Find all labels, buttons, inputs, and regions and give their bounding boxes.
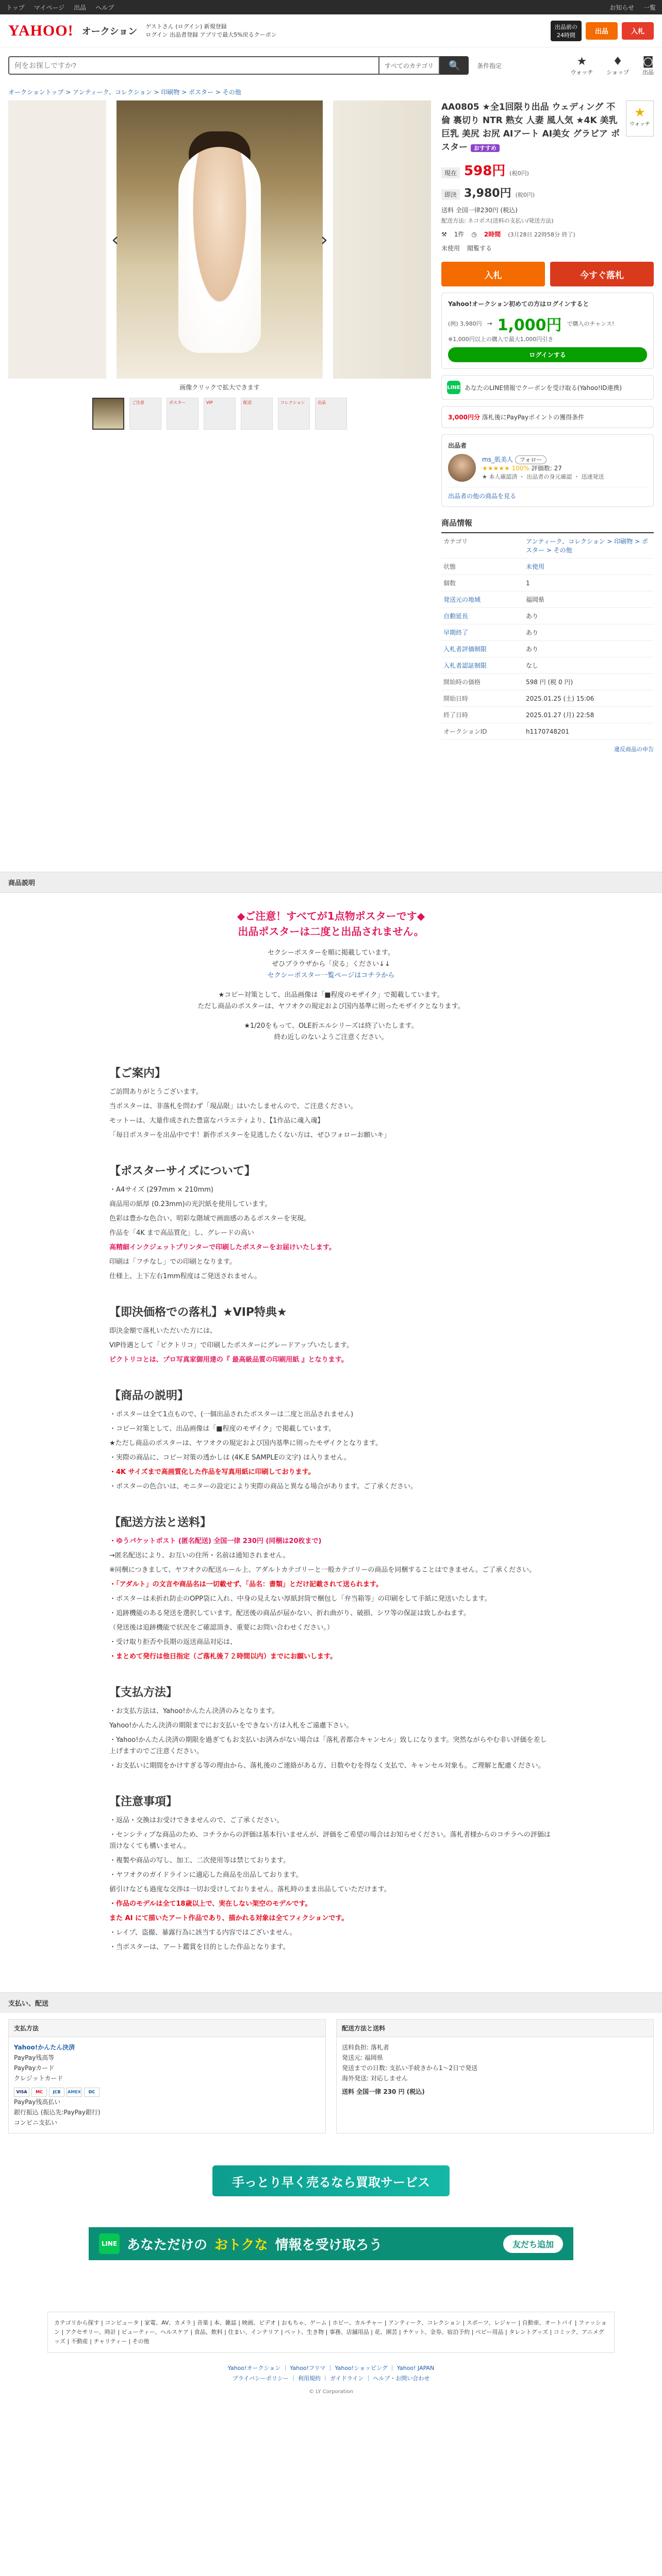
note-heading: 【注意事項】 <box>109 1795 178 1808</box>
chevron-left-icon[interactable]: ‹ <box>111 229 119 250</box>
banner2-post: 情報を受け取ろう <box>275 2237 383 2253</box>
current-price-label: 現在 <box>441 167 460 178</box>
ship-line: ※同梱につきまして、ヤフオクの配送ルール上、アダルトカテゴリーと一般カテゴリーの商品を同梱することはできません。ご了承ください。 <box>109 1566 536 1574</box>
payment-line: 銀行振込 (振込先:PayPay銀行) <box>14 2109 101 2116</box>
vip-line: VIP待遇として「ピクトリコ」で印刷したポスターにグレードアップいたします。 <box>109 1342 353 1349</box>
spec-key: 終了日時 <box>441 707 524 723</box>
line-icon: LINE <box>99 2233 120 2254</box>
bid-button[interactable]: 入札 <box>441 262 545 286</box>
footer-links-1[interactable]: Yahoo!オークション ｜ Yahoo!フリマ ｜ Yahoo!ショッピング ｜ Yahoo! JAPAN <box>227 2365 435 2371</box>
note-line: ・当ポスターは、アート鑑賞を目的とした作品となります。 <box>109 1943 290 1951</box>
header-right <box>551 21 654 41</box>
spec-key: 入札者認証制限 <box>441 657 524 674</box>
seller-more-link <box>448 487 647 500</box>
note-line: ・ヤフオクのガイドラインに適応した商品を出品しております。 <box>109 1871 303 1879</box>
thumbnail[interactable]: ポスター <box>167 398 198 430</box>
spec-row <box>441 723 654 740</box>
spec-value: 福岡県 <box>524 591 654 608</box>
photo-next-panel <box>333 100 431 379</box>
search-category-select[interactable]: すべてのカテゴリ <box>379 56 440 75</box>
spec-key: 状態 <box>441 558 524 575</box>
thumbnail[interactable]: コレクション <box>278 398 310 430</box>
buyback-banner[interactable]: 手っとり早く売るなら買取サービス <box>212 2165 450 2196</box>
ship-line: ・「アダルト」の文言や商品名は一切載せず、「品名：書類」とだけ記載されて送られます。 <box>109 1581 383 1588</box>
spec-table <box>441 533 654 740</box>
watch-button[interactable] <box>626 100 654 137</box>
guide-line: 当ポスターは、非落札を問わず「現品限」はいたしませんので、ご注意ください。 <box>109 1103 357 1110</box>
seller-details <box>482 455 604 481</box>
spec-key: 自動延長 <box>441 608 524 624</box>
spec-row <box>441 533 654 558</box>
topbar-help[interactable]: ヘルプ <box>95 4 114 11</box>
guide-line: モットーは、大量作成された豊富なバラエティより、【1作品に魂入魂】 <box>109 1117 324 1125</box>
nav-shop[interactable] <box>606 55 629 76</box>
jcb-icon: JCB <box>49 2088 64 2097</box>
shipping-line: 海外発送: 対応しません <box>342 2075 408 2082</box>
header-links <box>145 23 276 39</box>
pay-heading: 【支払方法】 <box>109 1686 178 1699</box>
thumbnail-list <box>8 396 431 432</box>
star-icon: ★ <box>634 105 646 120</box>
photo-prev-panel <box>8 100 106 379</box>
desc-alert-1: ◆ご注意！すべてが1点物ポスターです◆ <box>237 910 425 922</box>
spec-value: あり <box>524 624 654 641</box>
payment-line[interactable]: Yahoo!かんたん決済 <box>14 2044 75 2051</box>
search-form <box>8 56 469 75</box>
spec-row <box>441 674 654 690</box>
mastercard-icon: MC <box>31 2088 47 2097</box>
item-line: ★ただし商品のポスターは、ヤフオクの規定および国内基準に則ったモザイクとなります。 <box>109 1439 383 1447</box>
header-ad-line2: 24時間 <box>556 31 575 39</box>
breadcrumb[interactable]: オークショントップ > アンティーク、コレクション > 印刷物 > ポスター > その他 <box>8 89 241 96</box>
shipping-line: 発送元: 福岡県 <box>342 2054 383 2061</box>
seller-name[interactable]: ms_肌美人 <box>482 456 513 463</box>
search-condition-link[interactable]: 条件指定 <box>477 62 502 70</box>
description-header: 商品説明 <box>0 872 662 893</box>
pay-line: ・Yahoo!かんたん決済の期限を過ぎてもお支払いお済みがない場合は「落札者都合キャンセル」致しになります。突然ながらやむ非い評価を差し上げますのでご注意ください。 <box>109 1736 547 1755</box>
item-line: ・4K サイズまで高画質化した作品を写真用紙に印刷しております。 <box>109 1468 315 1476</box>
current-price: 598円 <box>464 163 506 179</box>
item-line: ・コピー対策として、出品画像は「■程度のモザイク」で掲載しています。 <box>109 1425 336 1433</box>
size-line: 作品を「4K まで高品質化」し、グレードの高い <box>109 1229 254 1237</box>
ship-line: （発送後は追跡機能で状況をご確認頂き、重要にお問い合わせください。） <box>109 1624 334 1632</box>
visa-icon: VISA <box>14 2088 29 2097</box>
size-line: 高精細インクジェットプリンターで印刷したポスターをお届けいたします。 <box>109 1244 336 1251</box>
spec-value[interactable]: アンティーク、コレクション > 印刷物 > ポスター > その他 <box>524 533 654 558</box>
spec-row <box>441 641 654 657</box>
card-logos <box>14 2088 320 2097</box>
payment-shipping-grid <box>0 2013 662 2140</box>
spec-value: h1170748201 <box>524 723 654 740</box>
add-friend-button[interactable]: 友だち追加 <box>503 2235 563 2253</box>
shipping-line: 送料負担: 落札者 <box>342 2044 389 2051</box>
bid-count[interactable]: 1件 <box>454 231 465 238</box>
payment-shipping-header: 支払い、配送 <box>0 1992 662 2013</box>
item-heading: 【商品の説明】 <box>109 1389 189 1402</box>
ship-line: ・ゆうパケットポスト (匿名配送) 全国一律 230円 (同梱は20枚まで) <box>109 1537 322 1545</box>
spec-value: 2025.01.27 (月) 22:58 <box>524 707 654 723</box>
header-ad-line1: 出品前の <box>554 23 577 30</box>
hammer-icon: ⚒ <box>441 230 447 238</box>
copyright: © LY Corporation <box>309 2389 353 2395</box>
seller-row <box>448 454 647 482</box>
desc-center-7: 終わ近しのないようご注意ください。 <box>274 1033 388 1041</box>
spec-value: なし <box>524 657 654 674</box>
spec-key: オークションID <box>441 723 524 740</box>
nav-sell[interactable] <box>642 55 654 76</box>
size-line: 印刷は「フチなし」での印刷となります。 <box>109 1258 236 1266</box>
note-line: ・返品・交換はお受けできませんので、ご了承ください。 <box>109 1817 284 1824</box>
size-line: 商品用の紙厚 (0.23mm)の光沢紙を使用しています。 <box>109 1200 272 1208</box>
line-coupon-box[interactable] <box>441 375 654 400</box>
header <box>0 14 662 47</box>
ship-heading: 【配送方法と送料】 <box>109 1516 212 1529</box>
ship-line: ・受け取り拒否や長期の返送商品対応は、 <box>109 1638 237 1646</box>
payment-line: コンビニ支払い <box>14 2119 58 2126</box>
promo-big: 1,000円 <box>497 316 562 334</box>
payment-line: PayPayカード <box>14 2064 55 2072</box>
coupon-box[interactable] <box>441 406 654 428</box>
spec-value: あり <box>524 641 654 657</box>
line-icon: LINE <box>447 381 460 394</box>
search-input[interactable] <box>8 56 379 75</box>
topbar-my[interactable]: マイページ <box>34 4 65 11</box>
spec-row <box>441 558 654 575</box>
spec-key: 早期終了 <box>441 624 524 641</box>
promo-login-button[interactable]: ログインする <box>448 347 647 362</box>
amex-icon: AMEX <box>67 2088 82 2097</box>
time-left: 2時間 <box>484 231 501 238</box>
payment-line: PayPay残高等 <box>14 2054 55 2061</box>
vip-heading: 【即決価格での落札】★VIP特典★ <box>109 1306 287 1319</box>
nav-sell-label: 出品 <box>642 69 654 76</box>
ship-line: ・追跡機能のある発送を選択しています。配送後の商品が届かない、折れ曲がり、破損、シワ等の保証は致しかねます。 <box>109 1609 470 1617</box>
promo-note: ※1,000円以上の購入で最大1,000円引き <box>448 336 554 343</box>
banner2-highlight: おトクな <box>214 2237 268 2253</box>
coupon-suffix: 落札後にPayPayポイントの獲得条件 <box>482 414 585 421</box>
topbar-list[interactable]: 一覧 <box>643 4 656 11</box>
seller-box <box>441 434 654 507</box>
buy-now-button[interactable]: 今すぐ落札 <box>550 262 654 286</box>
shipping-line: 発送までの日数: 支払い手続きから1〜2日で発送 <box>342 2064 478 2072</box>
spec-key: カテゴリ <box>441 533 524 558</box>
size-heading: 【ポスターサイズについて】 <box>109 1165 256 1178</box>
banner2-pre: あなただけの <box>127 2237 208 2253</box>
promo-before: (例) 3,980円 <box>448 320 482 327</box>
spec-row <box>441 575 654 591</box>
share-row <box>441 244 654 252</box>
photo-figure <box>178 147 261 353</box>
desc-alert-2: 出品ポスターは二度と出品されません。 <box>238 925 424 938</box>
main-photo[interactable] <box>117 100 323 379</box>
desc-center-1: セクシーポスターを順に掲載しています。 <box>268 949 394 957</box>
bid-stats-row <box>441 230 654 239</box>
size-line: 仕様上、上下左右1mm程度はご発送されません。 <box>109 1273 261 1280</box>
seller-reviews[interactable]: 評価数: 27 <box>531 465 562 472</box>
spec-key: 発送元の地域 <box>441 591 524 608</box>
note-line: ・センシティブな商品のため、コチラからの評価は基本行いませんが、評価をご希望の場合はお知らせください。落札者様からのコチラへの評価は頂けなくても構いません。 <box>109 1831 551 1850</box>
follow-button[interactable]: フォロー <box>515 455 547 464</box>
ship-line: ・まとめて発行は他日指定（ご落札後７２時間以内）までにお願いします。 <box>109 1653 337 1660</box>
avatar[interactable] <box>448 454 476 482</box>
login-promo <box>441 293 654 369</box>
footer-links <box>0 2363 662 2384</box>
note-line: ・作品のモデルは全て18歳以上で、実在しない架空のモデルです。 <box>109 1900 312 1908</box>
buy-price-tax: (税0円) <box>515 192 535 198</box>
report-link[interactable]: 違反商品の申告 <box>614 746 654 753</box>
thumbnail[interactable]: 配送 <box>241 398 273 430</box>
item-line: ・ポスターの色合いは、モニターの設定により実際の商品と異なる場合があります。ご了承ください。 <box>109 1483 417 1490</box>
share-link[interactable]: 閲覧する <box>467 245 492 252</box>
coupon-amount: 3,000円分 <box>448 414 480 421</box>
guide-heading: 【ご案内】 <box>109 1067 167 1080</box>
thumbnail[interactable]: VIP <box>204 398 236 430</box>
star-icon: ★ <box>576 55 587 68</box>
nav-watch-label: ウォッチ <box>570 69 593 76</box>
watch-label: ウォッチ <box>630 122 650 127</box>
category-list[interactable]: カテゴリから探す | コンピュータ | 家電、AV、カメラ | 音楽 | 本、雑誌 | 映画、ビデオ | おもちゃ、ゲーム | ホビー、カルチャー | アンティーク、コレクション | スポーツ、レジャー | 自動車、オートバイ | ファッション | アクセサリー、時計 | ビューティー、ヘルスケア | 食品、飲料 | 住まい、インテリア | ペット、生き物 | 事務、店舗用品 | 花、園芸 | チケット、金券、宿泊予約 | ベビー用品 | タレントグッズ | コミック、アニメグッズ | 不動産 | チャリティー | その他 <box>47 2312 615 2353</box>
ship-line: ・ポスターは未折れ防止のOPP袋に入れ、中身の見えない厚紙封筒で梱包し「弁当箱等」の印刷をして手紙に発送いたします。 <box>109 1595 491 1603</box>
desc-center-3[interactable]: セクシーポスター一覧ページはコチラから <box>267 972 395 979</box>
photo-caption: 画像クリックで拡大できます <box>179 384 260 391</box>
pay-line: ・お支払方法は、Yahoo!かんたん決済のみとなります。 <box>109 1707 279 1715</box>
seller-label: 出品者 <box>448 442 467 449</box>
nav-watch[interactable] <box>571 55 593 76</box>
spec-value[interactable]: 未使用 <box>524 558 654 575</box>
clock-icon: ◷ <box>471 230 477 238</box>
current-price-tax: (税0円) <box>509 170 529 177</box>
guide-line: 「毎日ポスターを出品中です！新作ポスターを見逃したくない方は、ぜひフォローお願いキ」 <box>109 1131 391 1139</box>
desc-center-2: ぜひブラウザから「戻る」ください↓↓ <box>272 960 390 968</box>
shipping-price: 送料 全国一律 230 円 (税込) <box>342 2088 425 2095</box>
header-ad[interactable] <box>551 21 582 41</box>
vip-line: 即決金額で落札いただいた方には、 <box>109 1327 217 1335</box>
pay-line: ・お支払いに期間をかけすぎる等の理由から、落札後のご連絡がある方、日数やむを得なく支払で、キャンセル対象も。ご理解と配慮ください。 <box>109 1762 545 1770</box>
shipping-note[interactable]: 配送方法: ネコポス(送料の支払い/発送方法) <box>441 217 554 224</box>
payment-line: PayPay残高払い <box>14 2098 61 2106</box>
chevron-right-icon[interactable]: › <box>320 229 328 250</box>
item-line: ・実際の商品に、コピー対策の透かしは (4K.E SAMPLEの文字) は入りません。 <box>109 1454 351 1462</box>
current-price-row <box>441 160 654 179</box>
seller-stars: ★★★★★ 100% <box>482 465 529 472</box>
spec-key: 開始日時 <box>441 690 524 707</box>
spec-value: 1 <box>524 575 654 591</box>
shop-icon: ♦ <box>613 55 623 68</box>
payment-body <box>9 2037 325 2133</box>
topbar-notice[interactable]: お知らせ <box>609 4 634 11</box>
end-time: (3月28日 22時58分 終了) <box>508 231 575 238</box>
payment-box <box>8 2019 326 2133</box>
thumbnail[interactable] <box>92 398 124 430</box>
image-gallery <box>8 100 431 740</box>
search-icon[interactable]: 🔍 <box>440 56 469 75</box>
spec-row <box>441 657 654 674</box>
buy-price-row <box>441 184 654 200</box>
yahoo-logo[interactable]: YAHOO! <box>8 22 74 39</box>
shipping-body <box>337 2037 653 2102</box>
buy-price-label: 即決 <box>441 189 460 200</box>
watching-label[interactable]: 未使用 <box>441 245 460 252</box>
main-section <box>0 100 662 740</box>
arrow-right-icon: → <box>487 320 492 327</box>
desc-center-5: ただし商品のポスターは、ヤフオクの規定および国内基準に則ったモザイクとなります。 <box>197 1003 465 1010</box>
item-title-text: AA0805 ★全1回限り出品 ウェディング 不倫 裏切り NTR 熟女 人妻 風人気 ★4K 美乳 巨乳 美尻 お尻 AIアート AI美女 グラビア ポスター <box>441 102 620 152</box>
spec-key: 個数 <box>441 575 524 591</box>
shipping-fee: 送料 全国一律230円 (税込) <box>441 207 518 214</box>
header-links-line2[interactable]: ログイン 出品者登録 アプリで最大5%戻るクーポン <box>145 31 277 38</box>
payment-title: 支払方法 <box>9 2020 325 2037</box>
note-line: 値引けなども過度な交渉は一切お受けしておりません。落札時のまま出品していただけます。 <box>109 1886 391 1893</box>
header-bid-button[interactable]: 入札 <box>622 22 654 40</box>
buy-price: 3,980円 <box>464 187 511 200</box>
shipping-title: 配送方法と送料 <box>337 2020 653 2037</box>
note-line: ・複製や商品の写し、加工、二次使用等は禁じております。 <box>109 1857 290 1865</box>
spec-key: 入札者評価制限 <box>441 641 524 657</box>
note-line: ・レイプ、盗撮、暴露行為に該当する内容ではございません。 <box>109 1929 296 1937</box>
thumbnail[interactable]: 出品 <box>315 398 347 430</box>
desc-center-6: ★1/20をもって、OLE折エルシリーズは終了いたします。 <box>244 1022 418 1030</box>
header-links-line1[interactable]: ゲストさん (ログイン) 新規登録 <box>145 23 227 30</box>
icon-nav <box>571 55 654 76</box>
line-friend-banner[interactable] <box>89 2227 573 2260</box>
promo-amount <box>448 312 647 335</box>
spec-row <box>441 608 654 624</box>
promo-after: で購入のチャンス! <box>567 320 615 327</box>
nav-shop-label: ショップ <box>606 69 629 76</box>
promo-title: Yahoo!オークション初めての方はログインすると <box>448 300 589 308</box>
spec-row <box>441 690 654 707</box>
spec-row <box>441 591 654 608</box>
spec-key: 開始時の価格 <box>441 674 524 690</box>
guide-line: ご訪問ありがとうございます。 <box>109 1088 203 1096</box>
footer-links-2[interactable]: プライバシーポリシー ｜ 利用規約 ｜ ガイドライン ｜ ヘルプ・お問い合わせ <box>232 2375 430 2382</box>
search-row <box>0 47 662 83</box>
shipping-box <box>336 2019 654 2133</box>
vip-line: ピクトリコとは、プロ写真家御用達の『 最高級品質の印刷用紙 』となります。 <box>109 1356 348 1364</box>
item-info-column <box>441 100 654 740</box>
topbar-sell[interactable]: 出品 <box>74 4 87 11</box>
size-line: ・A4サイズ (297mm × 210mm) <box>109 1186 213 1194</box>
diners-icon: DC <box>84 2088 100 2097</box>
line-coupon-text: あなたのLINE情報でクーポンを受け取る(Yahoo!ID連携) <box>465 384 622 392</box>
note-line: また AI にて描いたアート作品であり、描かれる対象は全てフィクションです。 <box>109 1914 349 1922</box>
seller-more-text[interactable]: 出品者の他の商品を見る <box>448 493 517 500</box>
description-body <box>109 893 553 1972</box>
bid-buttons <box>441 262 654 286</box>
desc-center-4: ★コピー対策として、出品画像は「■程度のモザイク」で掲載しています。 <box>218 991 444 999</box>
item-title <box>441 100 654 155</box>
thumbnail[interactable]: ご注意 <box>129 398 161 430</box>
spec-value: 2025.01.25 (土) 15:06 <box>524 690 654 707</box>
spec-title: 商品情報 <box>441 517 654 533</box>
top-bar <box>0 0 662 14</box>
seller-rating <box>482 464 604 472</box>
spec-value: あり <box>524 608 654 624</box>
camera-icon: ◙ <box>642 55 654 68</box>
item-line: ・ポスターは全て1点もので、(一個出品されたポスターは二度と出品されません) <box>109 1411 354 1418</box>
auction-logo-sub[interactable]: オークション <box>81 26 138 37</box>
ship-line: →匿名配送により、お互いの住所・名前は通知されません。 <box>109 1552 290 1560</box>
photo-viewer <box>8 100 431 379</box>
size-line: 色彩は豊かな色合い、明彩な階域で画面感のあるポスターを実現。 <box>109 1215 311 1223</box>
header-sell-button[interactable]: 出品 <box>586 22 618 40</box>
spec-value: 598 円 (税 0 円) <box>524 674 654 690</box>
seller-badges: ★ 本人確認済 ・ 出品者の身元確認 ・ 迅速発送 <box>482 473 604 480</box>
recommend-badge: おすすめ <box>471 144 500 152</box>
pay-line: Yahoo!かんたん決済の期限までにお支払いをできない方は入札をご遠慮下さい。 <box>109 1722 353 1730</box>
spec-row <box>441 624 654 641</box>
topbar-home[interactable]: トップ <box>6 4 25 11</box>
payment-line: クレジットカード <box>14 2075 63 2082</box>
spec-row <box>441 707 654 723</box>
